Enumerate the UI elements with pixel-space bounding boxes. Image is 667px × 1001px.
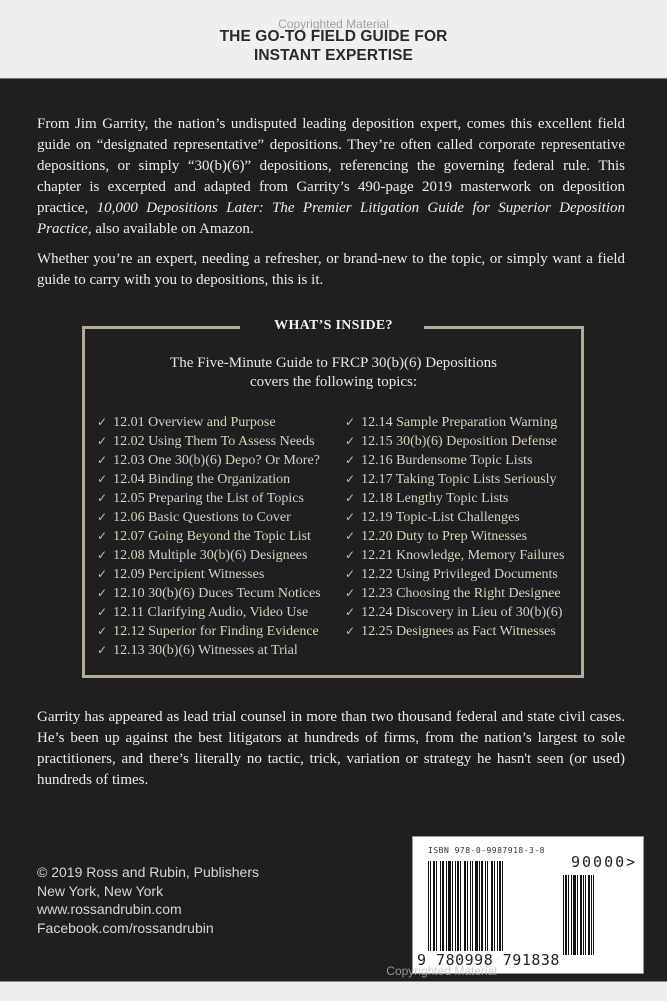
list-item bbox=[97, 451, 321, 470]
copyright-line: © 2019 Ross and Rubin, Publishers bbox=[37, 864, 259, 880]
topic-label: 12.05 Preparing the List of Topics bbox=[113, 491, 304, 506]
check-icon: ✓ bbox=[97, 548, 108, 562]
isbn-label: ISBN 978-0-9987918-3-8 bbox=[428, 846, 545, 855]
topic-label: 12.25 Designees as Fact Witnesses bbox=[361, 624, 556, 639]
list-item bbox=[97, 470, 321, 489]
check-icon: ✓ bbox=[345, 548, 356, 562]
check-icon: ✓ bbox=[345, 529, 356, 543]
check-icon: ✓ bbox=[97, 491, 108, 505]
check-icon: ✓ bbox=[345, 453, 356, 467]
check-icon: ✓ bbox=[345, 624, 356, 638]
list-item bbox=[345, 470, 564, 489]
subtitle-line-2: covers the following topics: bbox=[249, 374, 418, 390]
topic-label: 12.23 Choosing the Right Designee bbox=[361, 586, 561, 601]
check-icon: ✓ bbox=[345, 567, 356, 581]
check-icon: ✓ bbox=[345, 510, 356, 524]
headline-line-2: INSTANT EXPERTISE bbox=[253, 47, 414, 64]
topic-label: 12.13 30(b)(6) Witnesses at Trial bbox=[113, 643, 298, 658]
topic-label: 12.16 Burdensome Topic Lists bbox=[361, 453, 533, 468]
intro-text-end: , also available on Amazon. bbox=[87, 221, 254, 237]
check-icon: ✓ bbox=[345, 472, 356, 486]
publisher-facebook: Facebook.com/rossandrubin bbox=[37, 919, 214, 936]
list-item bbox=[345, 622, 564, 641]
bio-paragraph: Garrity has appeared as lead trial counsel in more than two thousand federal and state civil cases. He’s been up against the best litigators at hundreds of firms, from the nation’s largest to sole practitioners, and there’s literally no tactic, trick, variation or strategy he hasn't seen (or used) hundreds of times. bbox=[37, 709, 625, 788]
topic-label: 12.18 Lengthy Topic Lists bbox=[361, 491, 509, 506]
list-item bbox=[97, 546, 321, 565]
topic-label: 12.14 Sample Preparation Warning bbox=[361, 415, 558, 430]
barcode-bars bbox=[428, 861, 503, 965]
check-icon: ✓ bbox=[97, 510, 108, 524]
check-icon: ✓ bbox=[97, 434, 108, 448]
topic-label: 12.22 Using Privileged Documents bbox=[361, 567, 558, 582]
isbn-barcode bbox=[412, 836, 644, 974]
list-item bbox=[345, 565, 564, 584]
list-item bbox=[97, 584, 321, 603]
headline bbox=[0, 27, 667, 65]
list-item bbox=[97, 489, 321, 508]
bottom-band bbox=[0, 981, 667, 1001]
whats-inside-subtitle bbox=[0, 354, 667, 392]
topic-label: 12.09 Percipient Witnesses bbox=[113, 567, 265, 582]
check-icon: ✓ bbox=[97, 624, 108, 638]
subtitle-line-1: The Five-Minute Guide to FRCP 30(b)(6) Depositions bbox=[170, 355, 497, 371]
price-code: 90000> bbox=[571, 853, 638, 871]
list-item bbox=[345, 432, 564, 451]
check-icon: ✓ bbox=[345, 434, 356, 448]
topic-label: 12.04 Binding the Organization bbox=[113, 472, 291, 487]
list-item bbox=[345, 546, 564, 565]
list-item bbox=[97, 603, 321, 622]
list-item bbox=[345, 603, 564, 622]
topic-label: 12.06 Basic Questions to Cover bbox=[113, 510, 291, 525]
book-title: 10,000 Depositions Later: The Premier Litigation Guide for Superior Deposition Practice bbox=[37, 200, 625, 237]
check-icon: ✓ bbox=[97, 567, 108, 581]
list-item bbox=[345, 527, 564, 546]
check-icon: ✓ bbox=[97, 643, 108, 657]
barcode-addon-bars bbox=[563, 875, 594, 955]
publisher-info bbox=[37, 863, 259, 937]
topic-label: 12.19 Topic-List Challenges bbox=[361, 510, 520, 525]
intro-text: From Jim Garrity, the nation’s undisputed leading deposition expert, comes this excellent field guide on “designated representative” depositions. They’re often called corporate representative depositions, or simply “30(b)(6)” depositions, referencing the governing federal rule. This chapter is excerpted and adapted from Garrity’s 490-page 2019 masterwork on deposition practice, bbox=[37, 116, 625, 216]
check-icon: ✓ bbox=[345, 605, 356, 619]
list-item bbox=[345, 508, 564, 527]
whats-inside-title: WHAT’S INSIDE? bbox=[274, 318, 393, 333]
list-item bbox=[345, 584, 564, 603]
list-item bbox=[97, 641, 321, 660]
check-icon: ✓ bbox=[345, 491, 356, 505]
check-icon: ✓ bbox=[97, 605, 108, 619]
topic-label: 12.03 One 30(b)(6) Depo? Or More? bbox=[113, 453, 320, 468]
topic-label: 12.11 Clarifying Audio, Video Use bbox=[113, 605, 309, 620]
topic-label: 12.10 30(b)(6) Duces Tecum Notices bbox=[113, 586, 321, 601]
check-icon: ✓ bbox=[97, 529, 108, 543]
list-item bbox=[97, 432, 321, 451]
topic-label: 12.07 Going Beyond the Topic List bbox=[113, 529, 311, 544]
check-icon: ✓ bbox=[97, 415, 108, 429]
topic-list-right bbox=[345, 413, 564, 641]
check-icon: ✓ bbox=[345, 415, 356, 429]
check-icon: ✓ bbox=[345, 586, 356, 600]
list-item bbox=[97, 413, 321, 432]
check-icon: ✓ bbox=[97, 472, 108, 486]
list-item bbox=[345, 413, 564, 432]
publisher-website: www.rossandrubin.com bbox=[37, 901, 182, 917]
watermark-top: Copyrighted Material bbox=[278, 17, 389, 31]
topic-label: 12.15 30(b)(6) Deposition Defense bbox=[361, 434, 558, 449]
list-item bbox=[97, 508, 321, 527]
intro-paragraph-2: Whether you’re an expert, needing a refresher, or brand-new to the topic, or simply want a field guide to carry with you to depositions, this is it. bbox=[37, 251, 625, 288]
topic-list-left bbox=[97, 413, 321, 660]
list-item bbox=[97, 565, 321, 584]
headline-line-1: THE GO-TO FIELD GUIDE FOR bbox=[219, 28, 448, 45]
topic-label: 12.24 Discovery in Lieu of 30(b)(6) bbox=[361, 605, 563, 620]
check-icon: ✓ bbox=[97, 453, 108, 467]
topic-label: 12.17 Taking Topic Lists Seriously bbox=[361, 472, 557, 487]
check-icon: ✓ bbox=[97, 586, 108, 600]
list-item bbox=[97, 527, 321, 546]
topic-label: 12.02 Using Them To Assess Needs bbox=[113, 434, 315, 449]
topic-label: 12.21 Knowledge, Memory Failures bbox=[361, 548, 565, 563]
intro-paragraph bbox=[37, 114, 625, 240]
publisher-location: New York, New York bbox=[37, 882, 164, 899]
topic-label: 12.12 Superior for Finding Evidence bbox=[113, 624, 319, 639]
list-item bbox=[345, 451, 564, 470]
topic-label: 12.08 Multiple 30(b)(6) Designees bbox=[113, 548, 308, 563]
list-item bbox=[345, 489, 564, 508]
list-item bbox=[97, 622, 321, 641]
ean-digits: 9 780998 791838 bbox=[417, 951, 560, 969]
topic-label: 12.20 Duty to Prep Witnesses bbox=[361, 529, 528, 544]
watermark-bottom: Copyrighted Material bbox=[386, 964, 497, 978]
topic-label: 12.01 Overview and Purpose bbox=[113, 415, 276, 430]
